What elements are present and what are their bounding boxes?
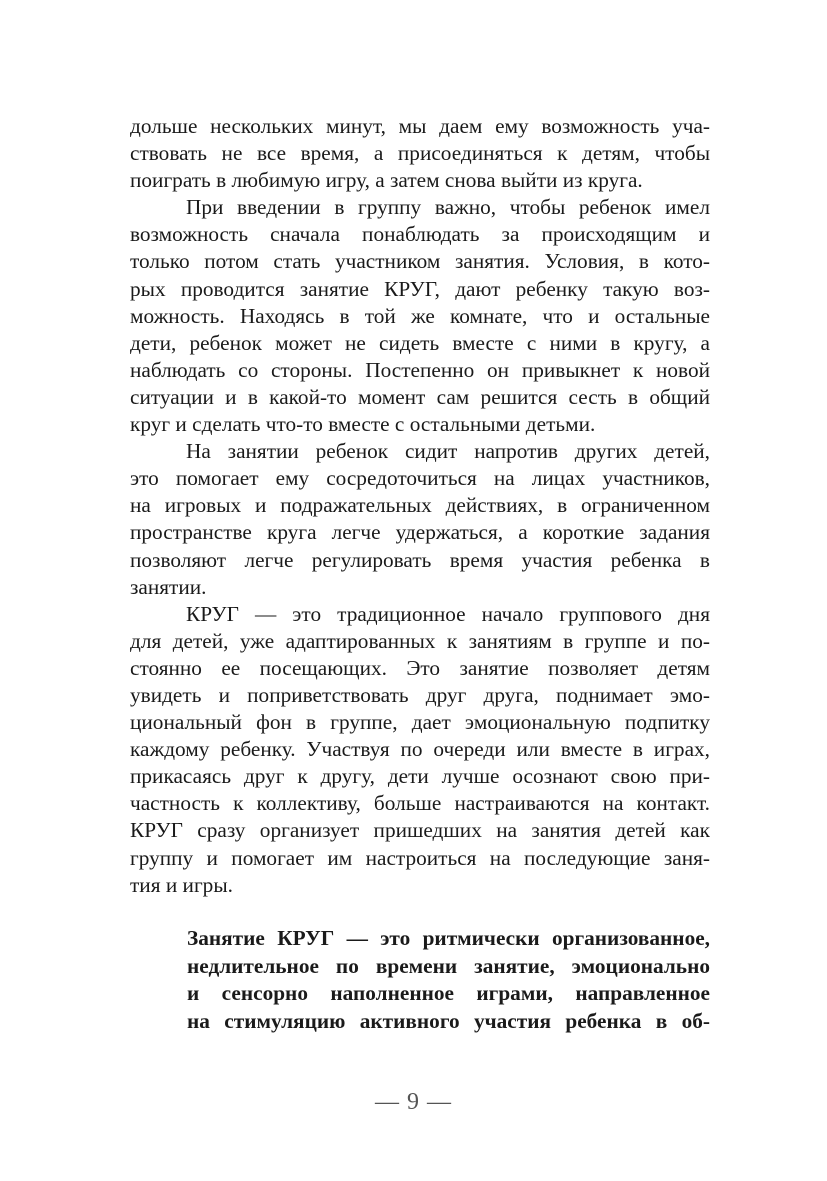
text-line: тия и игры. (130, 872, 233, 897)
text-line: возможность сначала понаблюдать за происходящим и (130, 222, 710, 247)
text-line: ситуации и в какой-то момент сам решится сесть в общий (130, 384, 710, 409)
definition-line: недлительное по времени занятие, эмоционально (187, 953, 710, 978)
text-line: каждому ребенку. Участвуя по очереди или вместе в играх, (130, 737, 710, 762)
text-line: на игровых и подражательных действиях, в ограниченном (130, 493, 710, 518)
text-line: На занятии ребенок сидит напротив других детей, (186, 439, 710, 464)
text-line: дети, ребенок может не сидеть вместе с ними в кругу, а (130, 330, 710, 355)
text-line: круг и сделать что-то вместе с остальными детьми. (130, 412, 596, 437)
text-line: рых проводится занятие КРУГ, дают ребенку такую воз- (130, 276, 710, 301)
text-line: для детей, уже адаптированных к занятиям в группе и по- (130, 628, 710, 653)
text-line: только потом стать участником занятия. Условия, в кото- (130, 249, 710, 274)
text-line: группу и помогает им настроиться на последующие заня- (130, 845, 710, 870)
text-line: частность к коллективу, больше настраиваются на контакт. (130, 791, 710, 816)
text-line: увидеть и поприветствовать друг друга, поднимает эмо- (130, 682, 710, 707)
definition-line: Занятие КРУГ — это ритмически организованное, (187, 926, 710, 950)
definition-line: и сенсорно наполненное играми, направленное (187, 981, 710, 1005)
text-line: КРУГ — это традиционное начало группового дня (186, 601, 710, 626)
text-line: позволяют легче регулировать время участия ребенка в (130, 547, 710, 572)
definition-block (187, 925, 710, 1035)
definition-line: на стимуляцию активного участия ребенка в об- (187, 1008, 710, 1033)
page-number: — 9 — (375, 1089, 452, 1115)
text-line: циональный фон в группе, дает эмоциональную подпитку (130, 710, 710, 735)
text-line: пространстве круга легче удержаться, а короткие задания (130, 520, 710, 545)
text-line: ствовать не все время, а присоединяться к детям, чтобы (130, 141, 710, 166)
text-line: дольше нескольких минут, мы даем ему возможность уча- (130, 114, 710, 138)
text-line: это помогает ему сосредоточиться на лицах участников, (130, 466, 710, 491)
text-line: занятии. (130, 574, 207, 599)
text-line: стоянно ее посещающих. Это занятие позволяет детям (130, 655, 710, 680)
text-line: наблюдать со стороны. Постепенно он привыкнет к новой (130, 357, 710, 382)
text-line: прикасаясь друг к другу, дети лучше осознают свою при- (130, 764, 710, 789)
text-line: КРУГ сразу организует пришедших на занятия детей как (130, 818, 710, 843)
body-text (130, 113, 710, 899)
text-line: можность. Находясь в той же комнате, что и остальные (130, 303, 710, 328)
text-line: При введении в группу важно, чтобы ребенок имел (186, 195, 710, 220)
text-line: поиграть в любимую игру, а затем снова выйти из круга. (130, 168, 643, 193)
